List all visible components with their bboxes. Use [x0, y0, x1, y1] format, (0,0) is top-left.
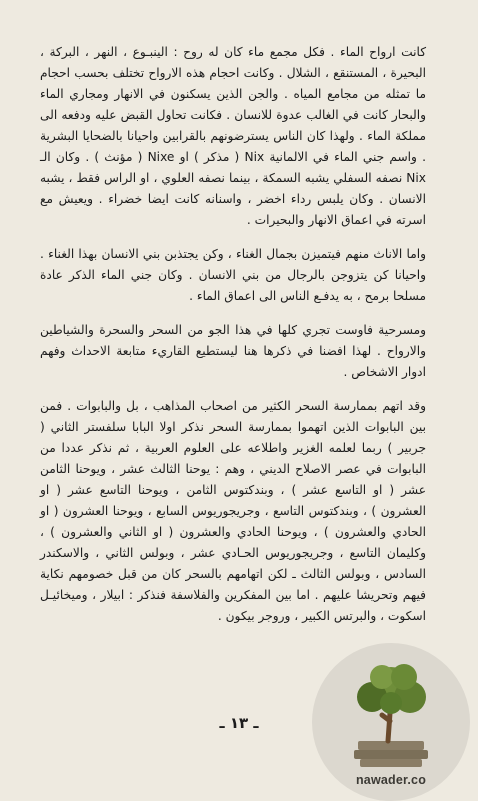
text-line: عشر ( او التاسع عشر ) ، وبندكتوس الثامن ، ويوحنا التاسع	[99, 483, 426, 497]
text-line: الحادي والعشرون ( او الثاني والعشرون ) ، وكليمان التاسع ،	[40, 525, 427, 560]
text-line: مملكة الماء . ولهذا كان الناس يسترضونهم بالقرابين واحيانا	[127, 129, 426, 143]
text-line: هذه الارواح تختلف بحسب احجام ما تمثله من مجامع المياه .	[40, 66, 426, 101]
text-line: بالضحايا البشرية . واسم جني الماء في الالمانية Nix ( مذكر )	[40, 129, 426, 164]
text-line: الانسان . وكان جني الماء الذكر عادة مسلحا برمح ، به يدفـع	[40, 268, 426, 303]
text-line: وجريجوريوس الحـادي عشر ، وبولس الثاني ، والاسكندر	[40, 546, 334, 560]
text-line: السادس ، وبولس الثالث ـ لكن اتهامهم بالسحر كان من قبل	[118, 567, 427, 581]
text-line: النهر ، البركة ، البحيرة ، المستنقع ، الشلال . وكانت احجام	[40, 45, 426, 80]
text-line: واما الاناث منهم فيتميزن بجمال الغناء ، وكن يجتذبن	[164, 247, 427, 261]
text-line: واطلاعه على العلوم العربية ، ثم نذكر عددا من البابوات في عصر	[40, 441, 426, 476]
text-line: ومسرحية فاوست تجري كلها في هذا الجو من السحر	[149, 323, 426, 337]
text-line: خصومهم نكاية فيهم وتحريشا عليهم . اما بين المفكرين	[40, 567, 427, 602]
text-line: كانت ارواح الماء . فكل مجمع ماء كان له روح : الينبـوع ،	[123, 45, 427, 59]
paragraph	[40, 320, 426, 383]
text-line: وقد اتهم بممارسة السحر الكثير من اصحاب المذاهب ،	[143, 399, 426, 413]
text-line: الاصلاح الديني ، وهم : يوحنا الثالث عشر ، ويوحنا الثامن	[40, 462, 331, 476]
text-line: السابع ، ويوحنا العشرون ( او الحادي والعشرون ) ، ويوحنا	[40, 504, 427, 539]
watermark-text: nawader.co	[355, 773, 427, 787]
text-line: بل والبابوات . فمن بين البابوات الذين اتهموا بممارسة السحر	[40, 399, 426, 434]
text-line: بني الانسان بهذا الغناء . واحيانا كن يتزوجن بالرجال من بني	[40, 247, 427, 282]
paragraph	[40, 42, 426, 231]
text-line: والجن الذين يسكنون في الانهار ومجاري الماء والبحار كانت في	[40, 87, 426, 122]
text-line: الغالب عدوة للانسان . فكانت تحاول القبض عليه ودفعه الى	[40, 108, 339, 122]
paragraph	[40, 244, 426, 307]
text-line: مع اسرته في اعماق الانهار والبحيرات .	[40, 192, 426, 227]
nawader-watermark-logo	[312, 643, 470, 801]
page-number: ـ ١٣ ـ	[219, 714, 259, 732]
paragraph	[40, 396, 426, 627]
text-line: السمكة ، بينما نصفه العلوي ، او الراس فقط ، يشبه الانسان .	[40, 171, 427, 206]
text-line: الكبير ، وروجر بيكون .	[217, 609, 331, 623]
text-line: والسحرة والشياطين والارواح . لهذا افضنا في ذكرها هنا	[40, 323, 426, 358]
text-line: ليستطيع القاريء متابعة الاحداث وفهم ادوار الاشخاص .	[40, 344, 426, 379]
text-line: او Nixe ( مؤنث ) . وكان الـ Nix نصفه السفلي يشبه	[40, 150, 427, 185]
text-line: عشر ( او العشرون ) ، وبندكتوس التاسع ، وجريجوريوس	[40, 483, 426, 518]
page-text	[40, 42, 426, 627]
text-line: نذكر اولا البابا سلفستر الثاني ( جربير ) ربما لعلمه الغزير	[40, 420, 426, 455]
text-line: وكان يلبس رداء اخضر ، واسنانه كانت ايضا خضراء . ويعيش	[58, 192, 374, 206]
text-line: والفلاسفة فنذكر : ابيلار ، وميخائيـل اسكوت ، والبرتس	[40, 588, 426, 623]
text-line: الناس الى اعماق الماء .	[189, 289, 310, 303]
